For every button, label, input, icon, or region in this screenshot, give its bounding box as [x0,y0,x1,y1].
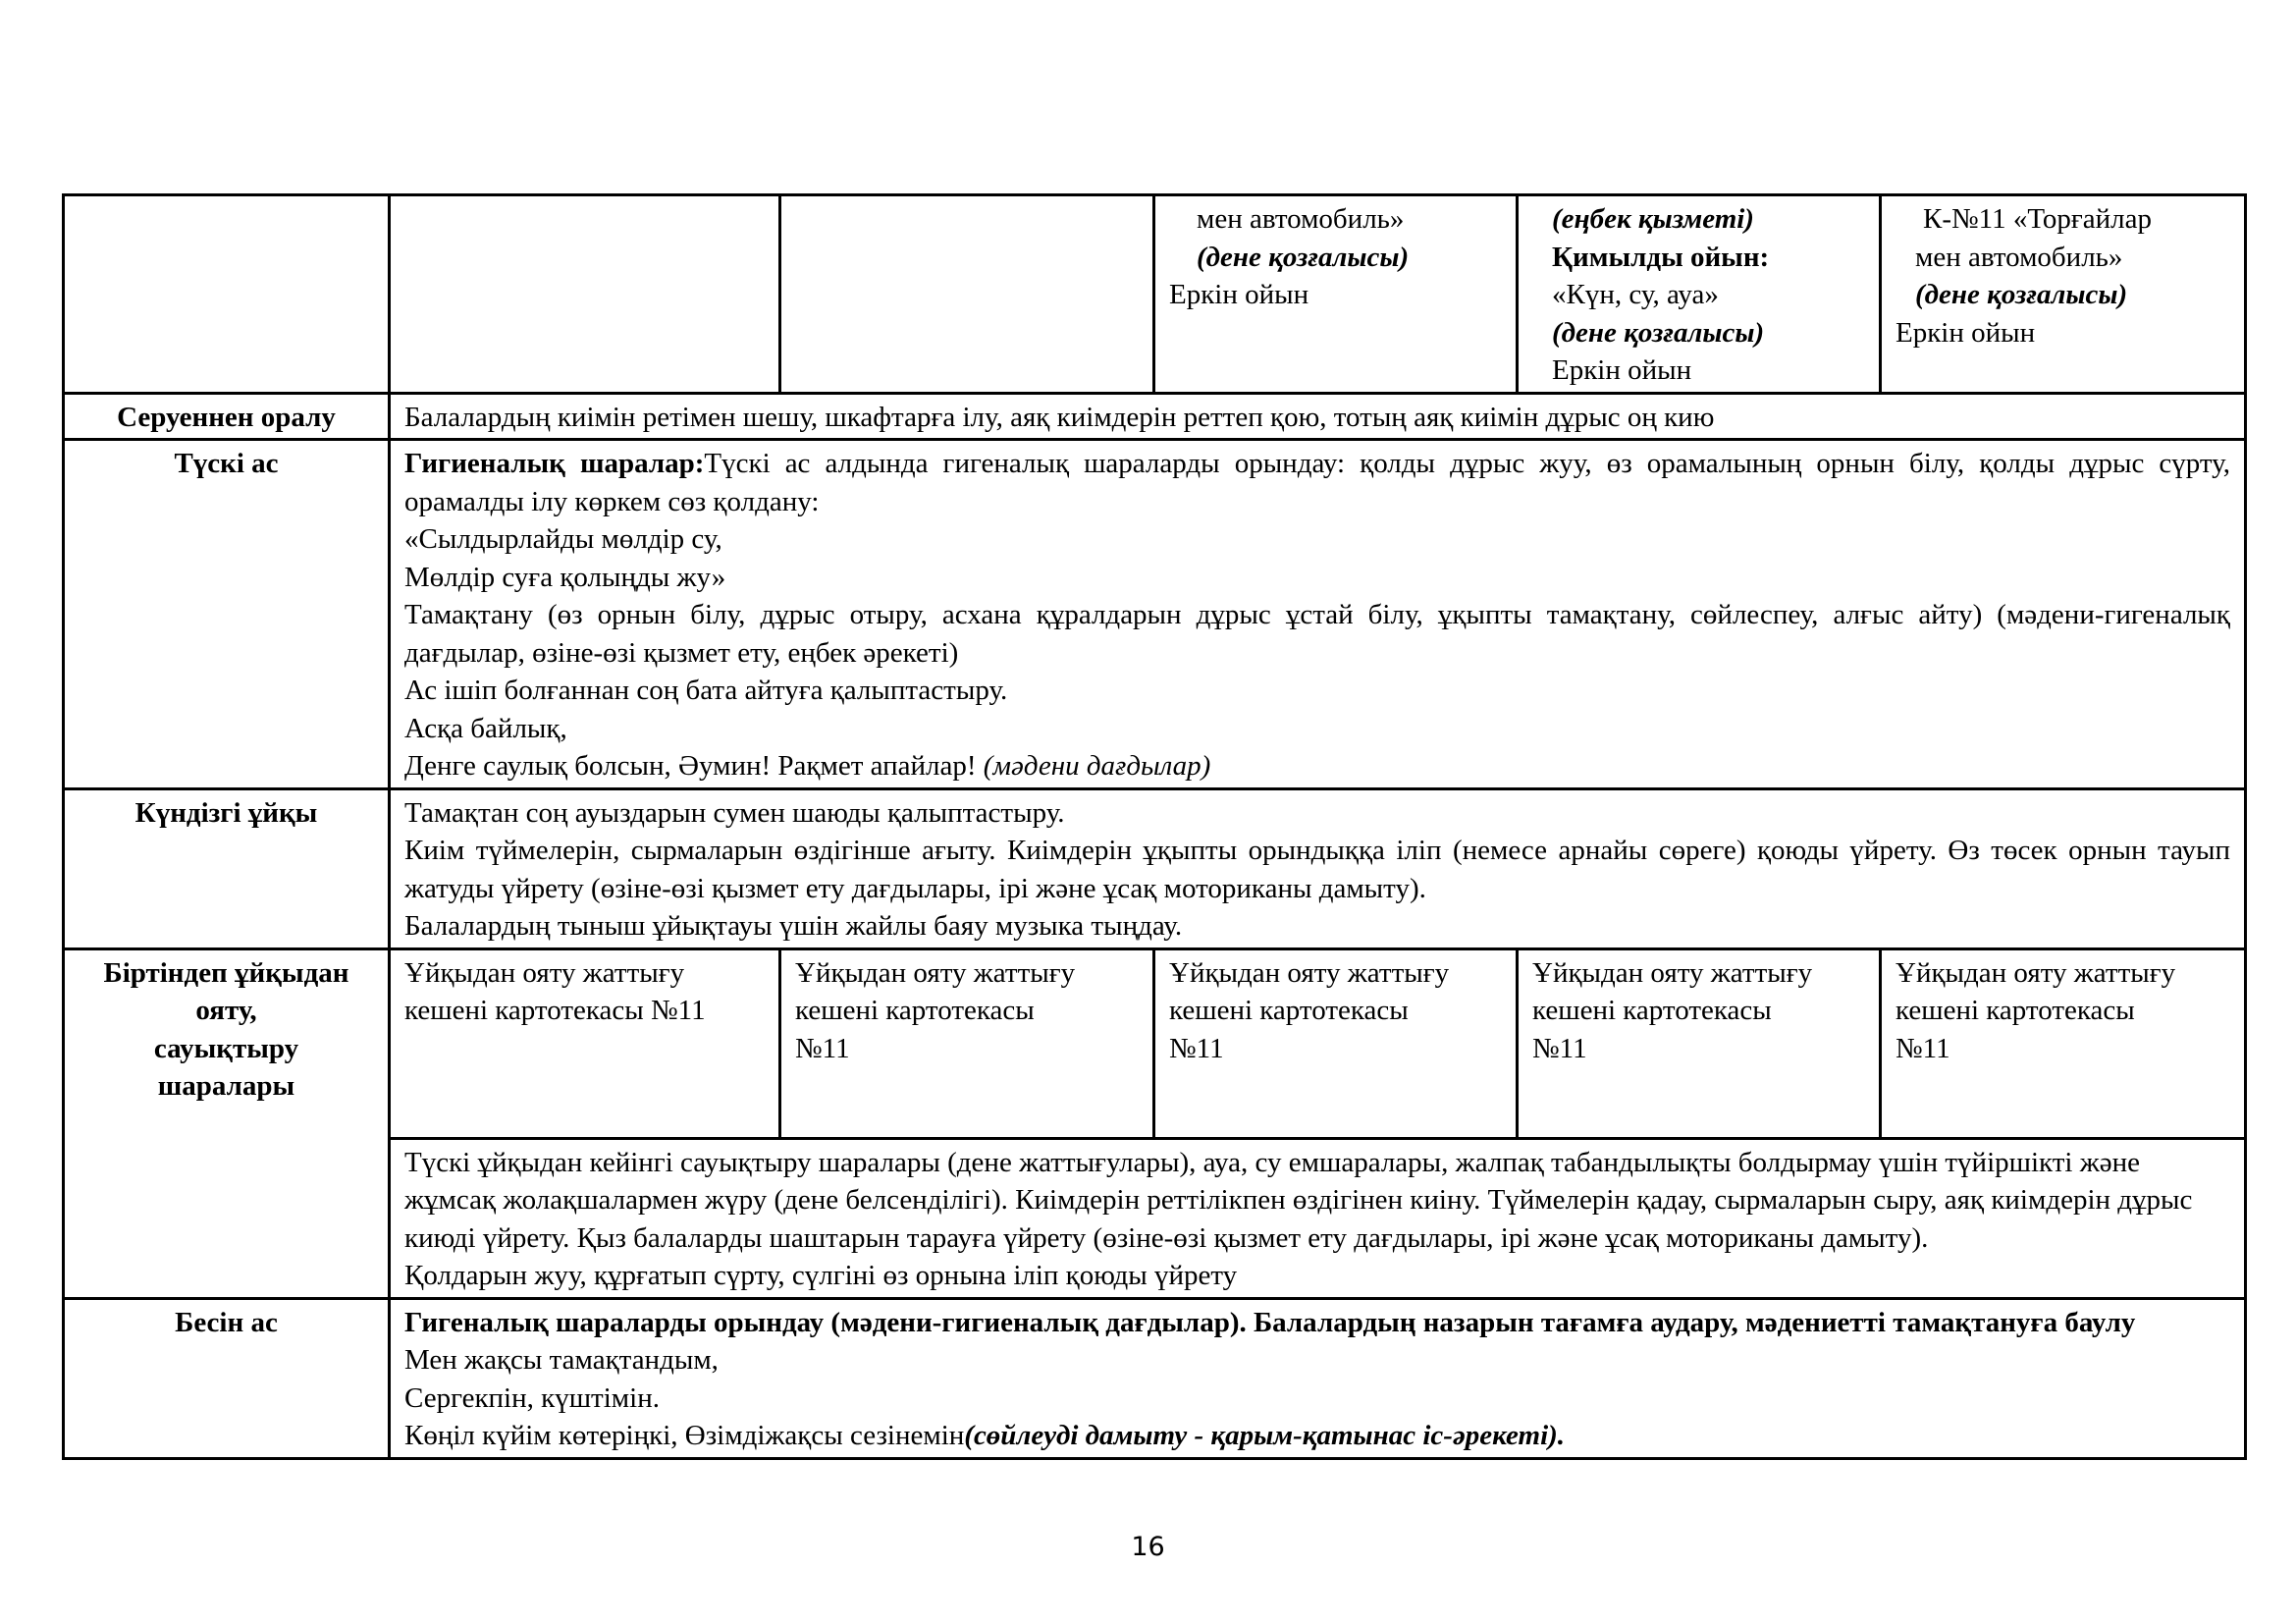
prayer-line: Денге саулық болсын, Әумин! Рақмет апайлар! [404,750,977,782]
italic-note: (дене қозғалысы) [1197,241,1410,273]
italic-note: (дене қозғалысы) [1915,279,2128,310]
text-line: К-№11 «Торғайлар [1923,203,2153,235]
text-line: Балалардың тыныш ұйықтауы үшін жайлы баяу музыка тыңдау. [404,910,1183,942]
cell-empty-2 [780,195,1154,394]
text-line: Еркін ойын [1169,279,1309,310]
text-line: Еркін ойын [1552,354,1692,386]
cell-day4 [1154,195,1518,394]
exercise-cell: Ұйқыдан ояту жаттығу кешені картотекасы №11 [390,948,780,1138]
poem-line: Мөлдір суға қолыңды жу» [404,561,726,593]
exercise-cell: Ұйқыдан ояту жаттығу кешені картотекасы №11 [1518,948,1881,1138]
game-title: «Күн, су, ауа» [1552,279,1719,310]
row-label: Серуеннен оралу [64,393,390,440]
table-row-nap [64,788,2246,948]
text-line: Қолдарын жуу, құрғатып сүрту, сүлгіні өз орнына іліп қоюды үйрету [404,1260,1238,1291]
table-row-return-walk [64,393,2246,440]
text-line: мен автомобиль» [1915,241,2123,273]
table-row-wakeup [64,948,2246,1138]
table-row-snack [64,1298,2246,1458]
italic-note: (дене қозғалысы) [1552,316,1765,349]
table-row-lunch [64,440,2246,789]
text-line: Киім түймелерін, сырмаларын өздігінше ағыту. Киімдерін ұқыпты орындыққа іліп (немесе арнайы сөреге) қоюды үйрету. Өз төсек орнын тауып жатуды үйрету (өзіне-өзі қызмет ету дағдылары, ірі және ұсақ моториканы дамыту). [404,835,2230,904]
row-content [390,440,2246,789]
cell-day6 [1881,195,2246,394]
row-content [390,788,2246,948]
text-line: Еркін ойын [1896,316,2036,349]
text-line: мен автомобиль» [1197,203,1405,235]
row-label: Күндізгі ұйқы [64,788,390,948]
eating-text: Тамақтану (өз орнын білу, дұрыс отыру, асхана құралдарын дұрыс ұстай білу, ұқыпты тамақтану, сөйлеспеу, алғыс айту) (мәдени-гигеналық дағдылар, өзіне-өзі қызмет ету, еңбек әрекеті) [404,599,2230,669]
hygiene-text: Түскі ас алдында гигеналық шараларды орындау: қолды дұрыс жуу, өз орамалының орнын білу, қолды дұрыс сүрту, орамалды ілу көркем сөз қолдану: [404,448,2231,517]
poem-line: Сергекпін, күштімін. [404,1381,660,1414]
row-content [390,1138,2246,1298]
poem-line: Мен жақсы тамақтандым, [404,1344,719,1376]
blessing-text: Ас ішіп болғаннан соң бата айтуға қалыптастыру. [404,675,1008,706]
exercise-cell: Ұйқыдан ояту жаттығу кешені картотекасы №11 [1154,948,1518,1138]
text-line: Тамақтан соң ауыздарын сумен шаюды қалыптастыру. [404,796,1065,829]
page-number: 16 [1131,1532,1165,1562]
italic-note: (мәдени дағдылар) [983,750,1211,782]
row-label: Түскі ас [64,440,390,789]
italic-note: (сөйлеуді дамыту - қарым-қатынас іс-әрекеті). [964,1420,1566,1451]
game-heading: Қимылды ойын: [1552,241,1770,273]
table-row-continuation [64,195,2246,394]
cell-empty-label [64,195,390,394]
exercise-cell: Ұйқыдан ояту жаттығу кешені картотекасы №11 [780,948,1154,1138]
hygiene-title: Гигиеналық шаралар: [404,448,705,479]
poem-line: «Сылдырлайды мөлдір су, [404,523,722,555]
bold-instruction: Гигеналық шараларды орындау (мәдени-гигиеналық дағдылар). Балалардың назарын тағамға аудару, мәдениетті тамақтануға баулу [404,1306,2136,1338]
exercise-cell: Ұйқыдан ояту жаттығу кешені картотекасы №11 [1881,948,2246,1138]
table-row-wakeup-text [64,1138,2246,1298]
row-content: Балалардың киімін ретімен шешу, шкафтарға ілу, аяқ киімдерін реттеп қою, тотың аяқ киімін дұрыс оң кию [390,393,2246,440]
schedule-table [62,193,2247,1460]
row-label: Біртіндеп ұйқыдан ояту, сауықтыру шаралары [64,948,390,1298]
cell-day5 [1518,195,1881,394]
poem-line: Көңіл күйім көтеріңкі, Өзімдіжақсы сезінемін [404,1420,965,1451]
row-label: Бесін ас [64,1298,390,1458]
cell-empty-1 [390,195,780,394]
prayer-line: Асқа байлық, [404,712,567,744]
italic-note: (еңбек қызметі) [1552,203,1754,235]
row-content [390,1298,2246,1458]
text-line: Түскі ұйқыдан кейінгі сауықтыру шаралары (дене жаттығулары), ауа, су емшаралары, жалпақ табандылықты болдырмау үшін түйіршікті және жұмсақ жолақшалармен жүру (дене белсенділігі). Киімдерін реттілікпен өздігінен киіну. Түймелерін қадау, сырмаларын сыру, аяқ киімдерін дұрыс киюді үйрету. Қыз балаларды шаштарын тарауға үйрету (өзіне-өзі қызмет ету дағдылары, ірі және ұсақ моториканы дамыту). [404,1146,2193,1254]
